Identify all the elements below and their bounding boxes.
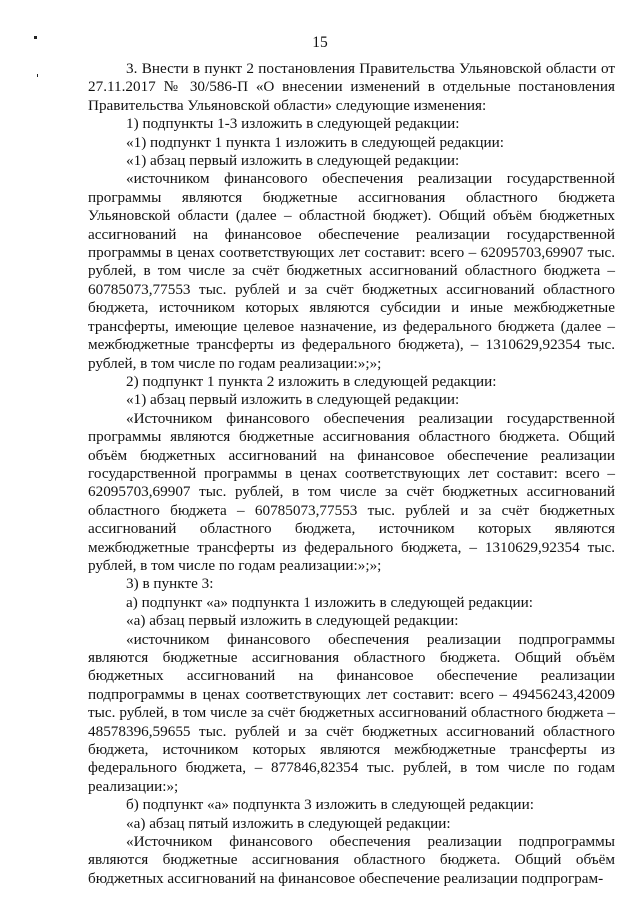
- paragraph: «Источником финансового обеспечения реализации подпрограммы являются бюджетные ассигнования областного бюджета. Общий объём бюджетных ассигнований на финансовое обеспечение реализации подпрограм-: [88, 833, 615, 887]
- document-body: [88, 60, 615, 888]
- paragraph: 2) подпункт 1 пункта 2 изложить в следующей редакции:: [126, 372, 497, 390]
- paragraph: 3) в пункте 3:: [126, 575, 214, 593]
- paragraph: а) подпункт «а» подпункта 1 изложить в следующей редакции:: [126, 593, 533, 611]
- paragraph: «а) абзац первый изложить в следующей редакции:: [126, 612, 459, 630]
- paragraph: «1) подпункт 1 пункта 1 изложить в следующей редакции:: [126, 133, 505, 151]
- paragraph: «1) абзац первый изложить в следующей редакции:: [126, 152, 460, 170]
- paragraph: б) подпункт «а» подпункта 3 изложить в следующей редакции:: [126, 796, 534, 814]
- paragraph: 3. Внести в пункт 2 постановления Правительства Ульяновской области от 27.11.2017 № 30/586-П «О внесении изменений в отдельные постановления Правительства Ульяновской области» следующие изменения:: [88, 60, 615, 114]
- paragraph: «источником финансового обеспечения реализации подпрограммы являются бюджетные ассигнования областного бюджета. Общий объём бюджетных ассигнований на финансовое обеспечение реализации подпрограммы в ценах соответствующих лет составит: всего – 49456243,42009 тыс. рублей, в том числе за счёт бюджетных ассигнований областного бюджета – 48578396,59655 тыс. рублей и за счёт бюджетных ассигнований областного бюджета, источником которых являются межбюджетные трансферты из федерального бюджета, – 877846,82354 тыс. рублей, в том числе по годам реализации:»;: [88, 630, 615, 795]
- page-number: 15: [312, 34, 328, 51]
- paragraph: «Источником финансового обеспечения реализации государственной программы являются бюджетные ассигнования областного бюджета. Общий объём бюджетных ассигнований на финансовое обеспечение реализации государственной программы в ценах соответствующих лет составит: всего – 62095703,69907 тыс. рублей, в том числе за счёт бюджетных ассигнований областного бюджета – 60785073,77553 тыс. рублей и за счёт бюджетных ассигнований областного бюджета, источником которых являются межбюджетные трансферты из федерального бюджета, – 1310629,92354 тыс. рублей, в том числе по годам реализации:»;»;: [88, 409, 615, 574]
- paragraph: «а) абзац пятый изложить в следующей редакции:: [126, 814, 451, 832]
- scan-mark-tick: [37, 74, 38, 77]
- paragraph: «1) абзац первый изложить в следующей редакции:: [126, 391, 460, 409]
- paragraph: 1) подпункты 1-3 изложить в следующей редакции:: [126, 115, 460, 133]
- paragraph: «источником финансового обеспечения реализации государственной программы являются бюджетные ассигнования областного бюджета Ульяновской области (далее – областной бюджет). Общий объём бюджетных ассигнований на финансовое обеспечение реализации государственной программы в ценах соответствующих лет составит: всего – 62095703,69907 тыс. рублей, в том числе за счёт бюджетных ассигнований областного бюджета – 60785073,77553 тыс. рублей и за счёт бюджетных ассигнований областного бюджета, источником которых являются субсидии и иные межбюджетные трансферты, имеющие целевое назначение, из федерального бюджета (далее – межбюджетные трансферты из федерального бюджета), – 1310629,92354 тыс. рублей, в том числе по годам реализации:»;»;: [88, 170, 615, 372]
